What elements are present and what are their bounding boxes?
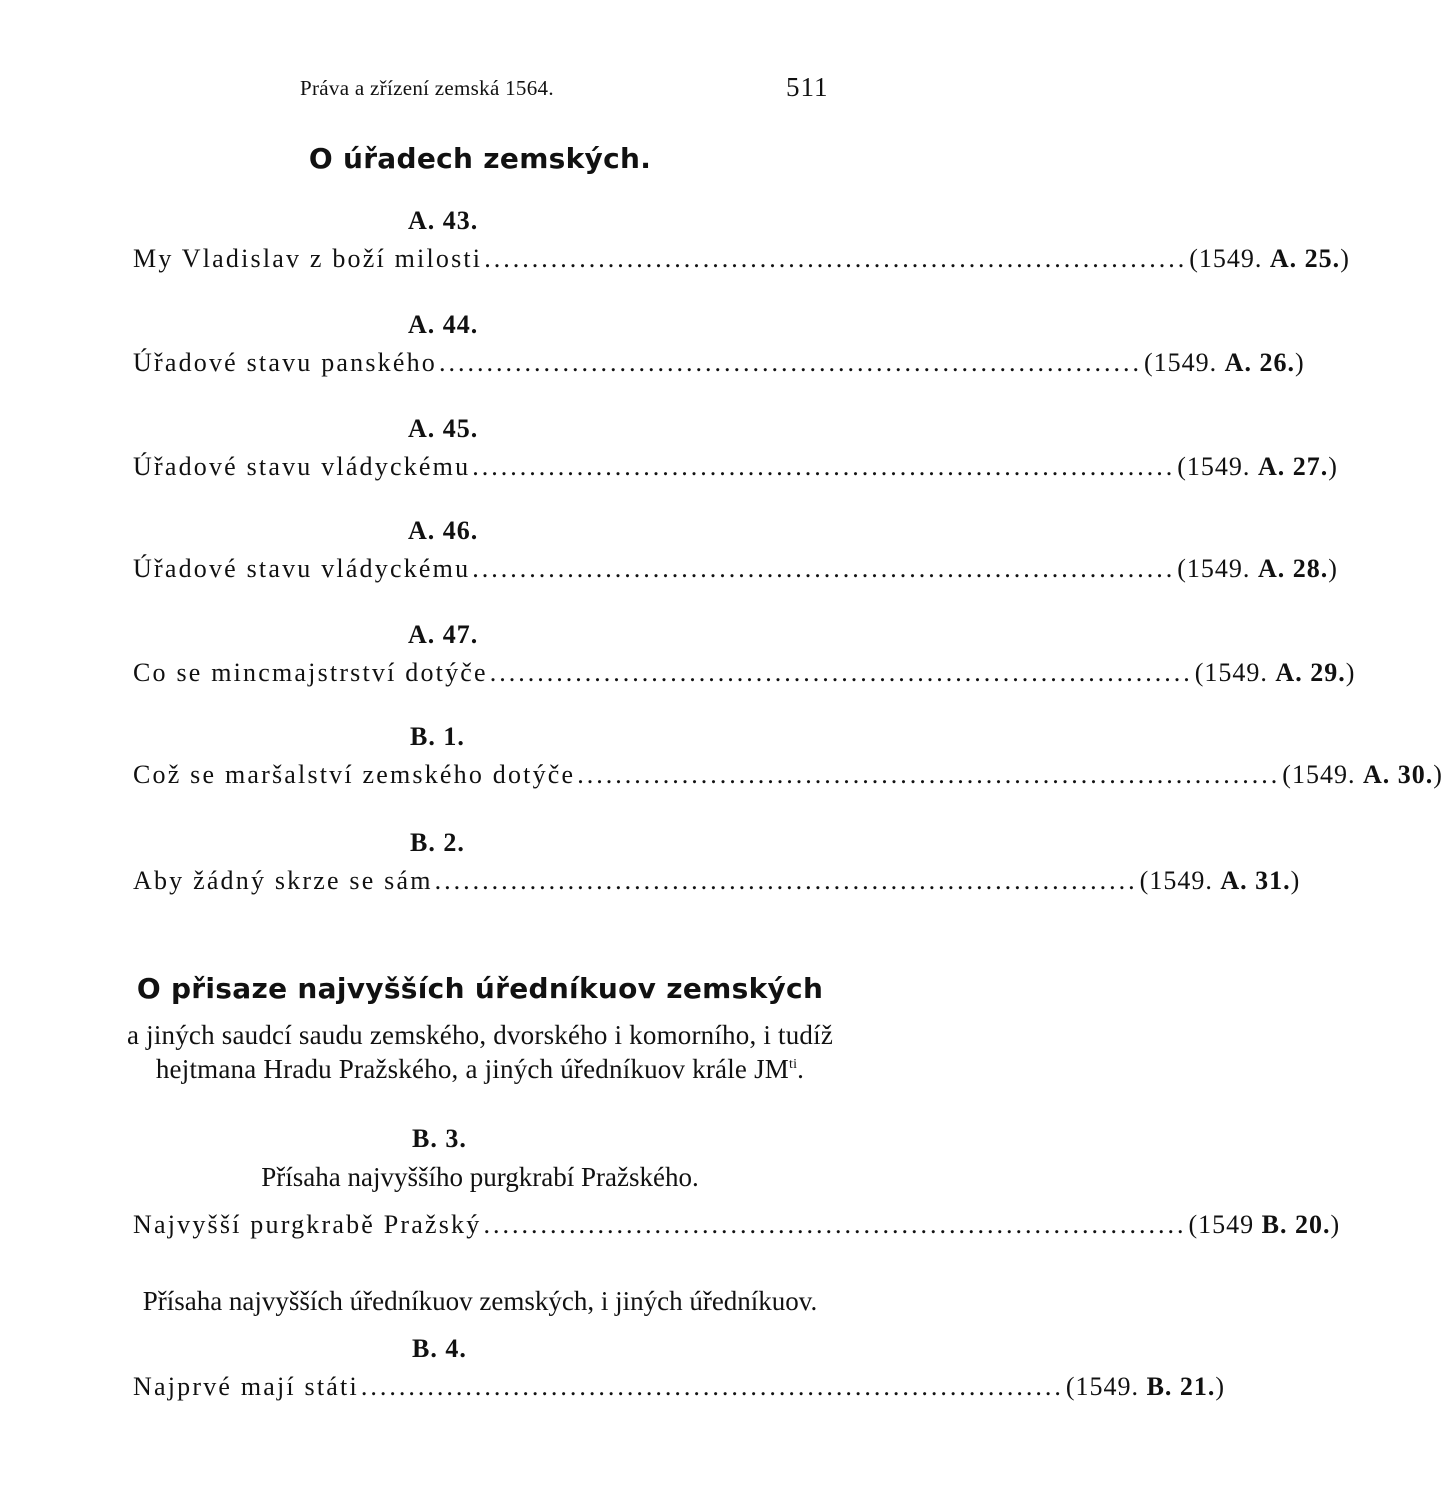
article-number: A. 45. xyxy=(408,414,479,443)
section-heading-oath: O přisaze najvyšších úředníkuov zemských xyxy=(136,972,824,1005)
article-number: B. 2. xyxy=(410,828,465,857)
dot-leader: .......................................................................... xyxy=(472,554,1176,583)
toc-entry xyxy=(133,452,1338,486)
section-subheading-line: hejtmana Hradu Pražského, a jiných úředníkuov krále $JM^{ti}$. xyxy=(155,1054,805,1084)
article-number: B. 1. xyxy=(410,722,465,751)
entry-title: Aby žádný skrze se sám xyxy=(133,866,433,895)
toc-entry xyxy=(133,348,1305,382)
dot-leader: .......................................................................... xyxy=(472,452,1176,481)
dot-leader: .......................................................................... xyxy=(577,760,1281,789)
article-number: A. 47. xyxy=(408,620,479,649)
toc-entry xyxy=(133,866,1301,900)
dot-leader: .......................................................................... xyxy=(484,244,1188,273)
toc-entry xyxy=(133,1372,1226,1406)
running-header xyxy=(0,72,960,102)
article-number: A. 46. xyxy=(408,516,479,545)
article-number: A. 44. xyxy=(408,310,479,339)
entry-title: Co se mincmajstrství dotýče xyxy=(133,658,488,687)
article-number: B. 4. xyxy=(412,1334,467,1363)
oath-title: Přísaha najvyšších úředníkuov zemských, i jiných úředníkuov. xyxy=(142,1286,818,1316)
toc-entry xyxy=(133,244,1350,278)
toc-entry xyxy=(133,658,1356,692)
entry-reference: (1549. A. 26.) xyxy=(1144,348,1305,377)
entry-title: My Vladislav z boží milosti xyxy=(133,244,483,273)
toc-entry xyxy=(133,554,1338,588)
entry-reference: (1549. A. 25.) xyxy=(1189,244,1350,273)
article-number: A. 43. xyxy=(408,206,479,235)
entry-title: Najvyšší purgkrabě Pražský xyxy=(133,1210,482,1239)
entry-title: Úřadové stavu panského xyxy=(133,348,437,377)
entry-reference: (1549. A. 30.) xyxy=(1282,760,1443,789)
section-subheading-line: a jiných saudcí saudu zemského, dvorského i komorního, i tudíž xyxy=(126,1020,833,1050)
entry-reference: (1549. B. 21.) xyxy=(1065,1372,1226,1401)
entry-reference: (1549. A. 31.) xyxy=(1139,866,1301,895)
toc-entry xyxy=(133,760,1443,794)
dot-leader: .......................................................................... xyxy=(489,658,1193,687)
section-heading-offices: O úřadech zemských. xyxy=(308,142,652,175)
entry-title: Úřadové stavu vládyckému xyxy=(133,554,471,583)
entry-title: Najprvé mají státi xyxy=(133,1372,359,1401)
dot-leader: .......................................................................... xyxy=(434,866,1138,895)
entry-title: Úřadové stavu vládyckému xyxy=(133,452,471,481)
entry-title: Což se maršalství zemského dotýče xyxy=(133,760,576,789)
entry-reference: (1549. A. 28.) xyxy=(1177,554,1338,583)
dot-leader: .......................................................................... xyxy=(439,348,1142,377)
oath-title: Přísaha najvyššího purgkrabí Pražského. xyxy=(261,1162,699,1192)
dot-leader: .......................................................................... xyxy=(360,1372,1064,1401)
article-number: B. 3. xyxy=(412,1124,467,1153)
entry-reference: (1549 B. 20.) xyxy=(1188,1210,1341,1239)
toc-entry xyxy=(133,1210,1341,1244)
entry-reference: (1549. A. 29.) xyxy=(1194,658,1356,687)
entry-reference: (1549. A. 27.) xyxy=(1177,452,1338,481)
running-title: Práva a zřízení zemská 1564. xyxy=(300,76,554,100)
dot-leader: .......................................................................... xyxy=(483,1210,1187,1239)
page-number: 511 xyxy=(786,72,829,102)
